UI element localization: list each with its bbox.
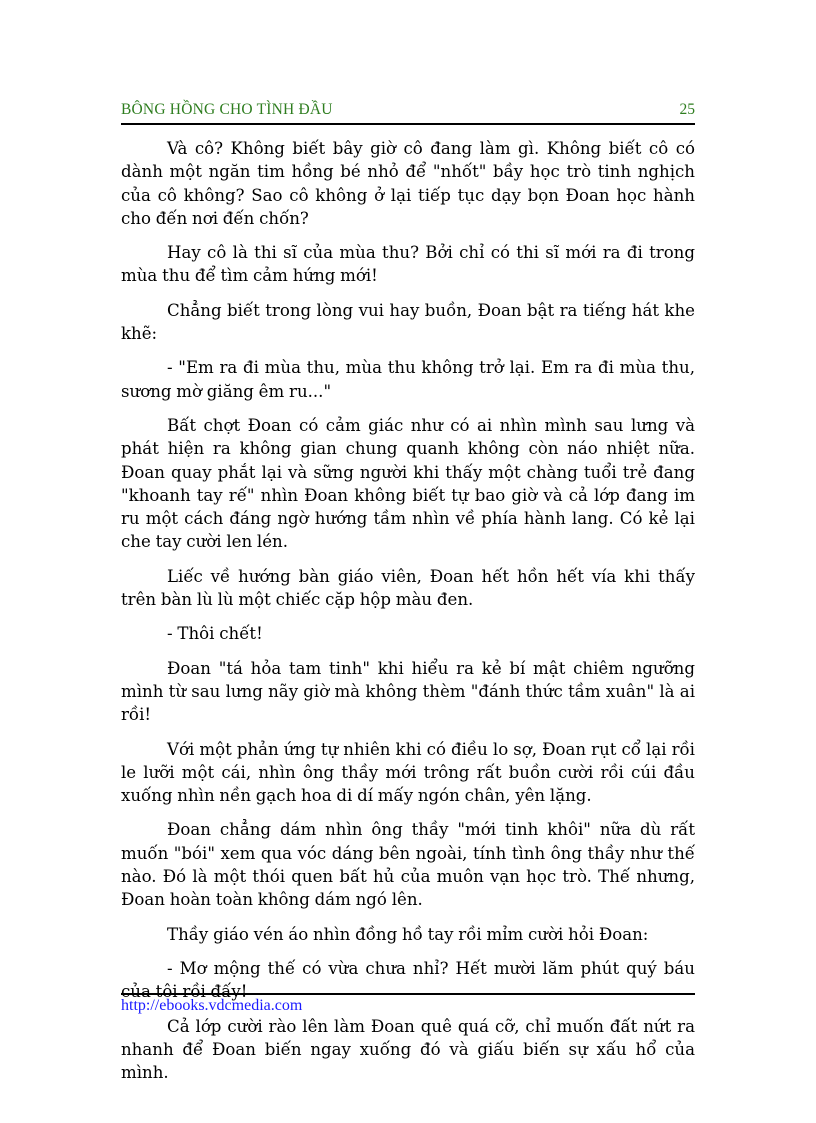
paragraph: - Mơ mộng thế có vừa chưa nhỉ? Hết mười lăm phút quý báu của tôi rồi đấy! [121,958,695,1002]
footer-divider [121,993,695,995]
paragraph: - "Em ra đi mùa thu, mùa thu không trở lại. Em ra đi mùa thu, sương mờ giăng êm ru..." [121,358,695,401]
paragraph: Và cô? Không biết bây giờ cô đang làm gì. Không biết cô có dành một ngăn tim hồng bé nhỏ để "nhốt" bầy học trò tinh nghịch của cô không? Sao cô không ở lại tiếp tục dạy bọn Đoan học hành cho đến nơi đến chốn? [121,139,695,228]
paragraph: Với một phản ứng tự nhiên khi có điều lo sợ, Đoan rụt cổ lại rồi le lưỡi một cái, nhìn ông thầy mới trông rất buồn cười rồi cúi đầu xuống nhìn nền gạch hoa di dí mấy ngón chân, yên lặng. [121,739,695,806]
footer-website-link[interactable]: http://ebooks.vdcmedia.com [121,997,303,1014]
paragraph: - Thôi chết! [167,624,263,644]
paragraph: Chẳng biết trong lòng vui hay buồn, Đoan bật ra tiếng hát khe khẽ: [121,300,695,344]
paragraph: Cả lớp cười rào lên làm Đoan quê quá cỡ, chỉ muốn đất nứt ra nhanh để Đoan biến ngay xuống đó và giấu biến sự xấu hổ của mình. [121,1016,695,1083]
paragraph: Liếc về hướng bàn giáo viên, Đoan hết hồn hết vía khi thấy trên bàn lù lù một chiếc cặp hộp màu đen. [121,566,695,610]
paragraph: Hay cô là thi sĩ của mùa thu? Bởi chỉ có thi sĩ mới ra đi trong mùa thu để tìm cảm hứng mới! [121,243,695,286]
paragraph: Thầy giáo vén áo nhìn đồng hồ tay rồi mỉm cười hỏi Đoan: [167,924,649,944]
running-title: BÔNG HỒNG CHO TÌNH ĐẦU [121,101,333,118]
paragraph: Bất chợt Đoan có cảm giác như có ai nhìn mình sau lưng và phát hiện ra không gian chung quanh không còn náo nhiệt nữa. Đoan quay phắt lại và sững người khi thấy một chàng tuổi trẻ đang "khoanh tay rế" nhìn Đoan không biết tự bao giờ và cả lớp đang im ru một cách đáng ngờ hướng tầm nhìn về phía hành lang. Có kẻ lại che tay cười len lén. [121,415,695,552]
page-number: 25 [679,101,695,118]
page-header [121,101,695,125]
paragraph: Đoan chẳng dám nhìn ông thầy "mới tinh khôi" nữa dù rất muốn "bói" xem qua vóc dáng bên ngoài, tính tình ông thầy như thế nào. Đó là một thói quen bất hủ của muôn vạn học trò. Thế nhưng, Đoan hoàn toàn không dám ngó lên. [121,820,695,910]
paragraph: Đoan "tá hỏa tam tinh" khi hiểu ra kẻ bí mật chiêm ngưỡng mình từ sau lưng nãy giờ mà không thèm "đánh thức tầm xuân" là ai rồi! [121,658,695,725]
page-body [121,137,695,1095]
